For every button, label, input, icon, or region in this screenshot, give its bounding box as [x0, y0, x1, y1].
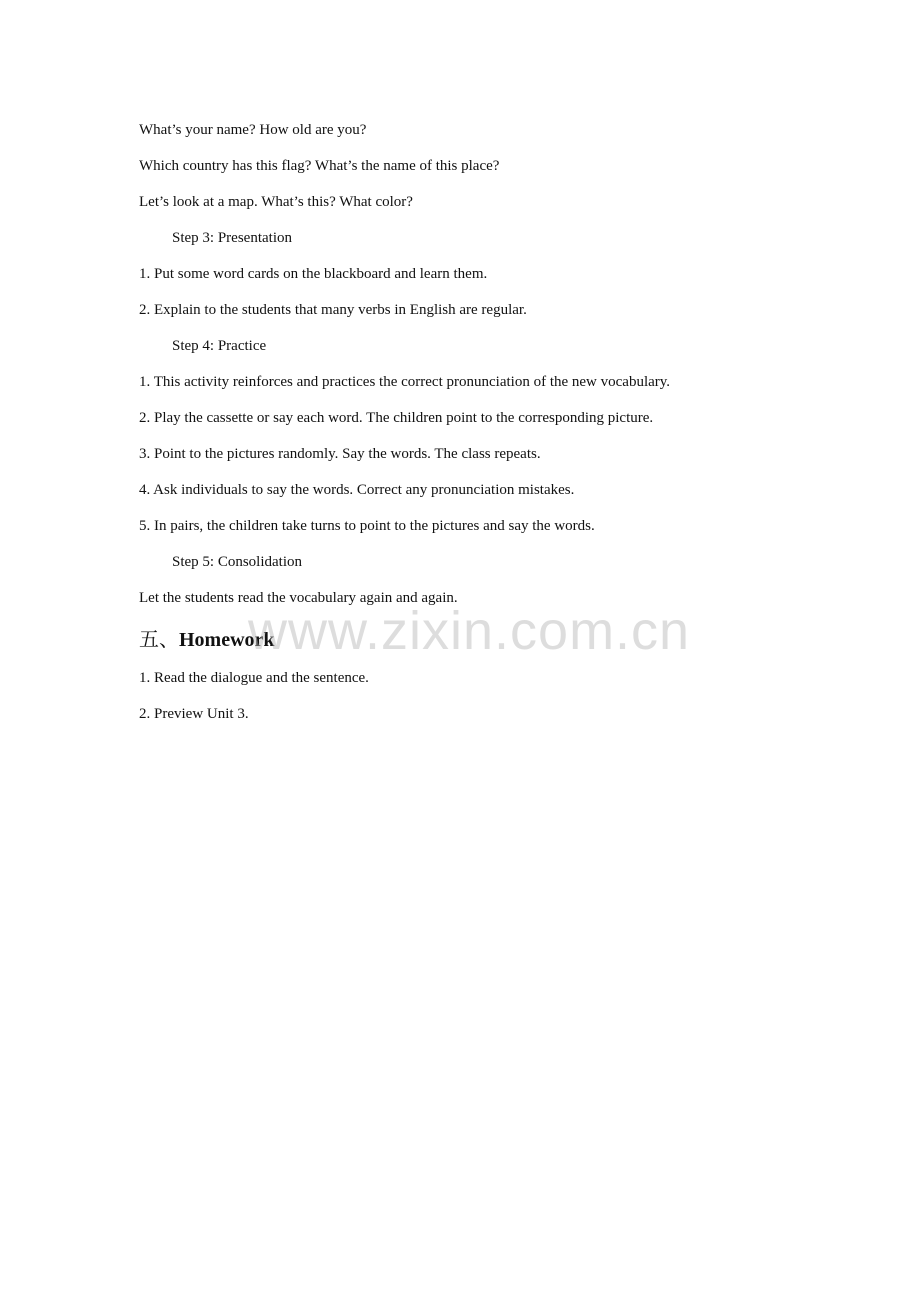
paragraph-line: What’s your name? How old are you?	[139, 122, 367, 138]
section-number: 五、	[139, 627, 179, 651]
list-item: 2. Play the cassette or say each word. The children point to the corresponding picture.	[139, 410, 654, 426]
list-item: 3. Point to the pictures randomly. Say the words. The class repeats.	[139, 446, 541, 462]
list-item: 5. In pairs, the children take turns to point to the pictures and say the words.	[139, 518, 595, 534]
list-item: 4. Ask individuals to say the words. Correct any pronunciation mistakes.	[139, 482, 575, 498]
list-item: 1. Read the dialogue and the sentence.	[139, 670, 369, 686]
step-3-heading: Step 3: Presentation	[172, 230, 292, 246]
list-item: Let the students read the vocabulary again and again.	[139, 590, 458, 606]
list-item: 1. This activity reinforces and practices the correct pronunciation of the new vocabulary.	[139, 374, 671, 390]
document-body	[139, 118, 839, 738]
list-item: 2. Explain to the students that many verbs in English are regular.	[139, 302, 527, 318]
section-title: Homework	[179, 629, 275, 651]
step-4-heading: Step 4: Practice	[172, 338, 267, 354]
list-item: 1. Put some word cards on the blackboard and learn them.	[139, 266, 488, 282]
watermark: www.zixin.com.cn	[248, 601, 691, 661]
homework-heading	[139, 624, 839, 666]
list-item: 2. Preview Unit 3.	[139, 706, 249, 722]
step-5-heading: Step 5: Consolidation	[172, 554, 303, 570]
paragraph-line: Let’s look at a map. What’s this? What color?	[139, 194, 413, 210]
paragraph-line: Which country has this flag? What’s the name of this place?	[139, 158, 500, 174]
